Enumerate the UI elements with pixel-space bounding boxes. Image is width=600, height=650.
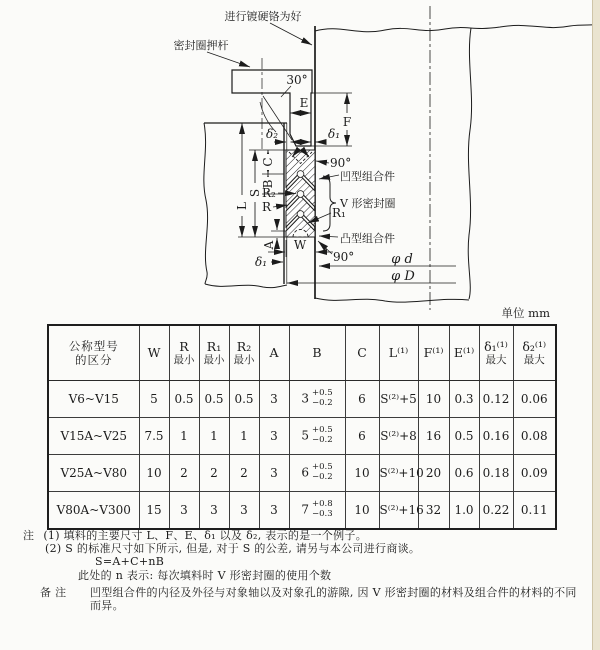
value-cell: 3 (229, 492, 259, 529)
angle-90-top-label: 90° (330, 156, 352, 170)
note-line-1 (23, 529, 583, 542)
value-cell: 5 +0.5 −0.2 (289, 418, 345, 455)
dim-E-label: E (299, 96, 309, 110)
value-cell: 6 +0.5 −0.2 (289, 455, 345, 492)
value-cell: 0.5 (169, 381, 199, 418)
value-cell: 10 (345, 492, 379, 529)
table-row (48, 418, 556, 455)
value-cell: 0.5 (449, 418, 479, 455)
shaft-bottom-break-line (315, 298, 469, 302)
model-cell: V15A~V25 (48, 418, 139, 455)
note-label: 注 (23, 529, 35, 542)
col-header-delta1: δ₁⁽¹⁾ 最大 (479, 325, 513, 381)
housing-left-break-line (204, 123, 208, 284)
value-cell: 2 (199, 455, 229, 492)
value-cell: 16 (418, 418, 449, 455)
gland-rod-label: 密封圈押杆 (173, 39, 229, 52)
value-cell: S⁽²⁾+8 (379, 418, 418, 455)
value-cell: 0.22 (479, 492, 513, 529)
male-adapter-label: 凸型组合件 (340, 232, 395, 245)
value-cell: 0.5 (229, 381, 259, 418)
value-cell: 0.5 (199, 381, 229, 418)
value-cell: 32 (418, 492, 449, 529)
value-cell: 0.11 (513, 492, 556, 529)
col-header-e: E⁽¹⁾ (449, 325, 479, 381)
table-row (48, 381, 556, 418)
vring-brace (323, 176, 336, 231)
leader-gland (207, 52, 250, 67)
tolerance-stack: +0.8 −0.3 (312, 498, 333, 519)
col-header-f: F⁽¹⁾ (418, 325, 449, 381)
leader-r (273, 205, 287, 207)
dimension-lines (207, 23, 456, 283)
apex-pocket-1 (297, 171, 304, 178)
apex-pocket-2 (297, 191, 304, 198)
phi-D-label: φ D (391, 269, 415, 284)
model-cell: V80A~V300 (48, 492, 139, 529)
value-cell: 3 (259, 492, 289, 529)
value-cell: 3 (259, 381, 289, 418)
dimension-table (47, 324, 557, 530)
tolerance-stack: +0.5 −0.2 (312, 462, 333, 482)
table-row (48, 455, 556, 492)
remark-text: 凹型组合件的内径及外径与对象轴以及对象孔的游隙, 因 V 形密封圈的材料及组合件的材料的不同而异。 (90, 585, 577, 613)
col-header-r2: R₂ 最小 (229, 325, 259, 381)
value-cell: S⁽²⁾+16 (379, 492, 418, 529)
delta1-bottom-label: δ₁ (255, 255, 268, 269)
dim-R2-label: R₂ (262, 186, 276, 200)
formula-note-line: 此处的 n 表示: 每次填料时 V 形密封圈的使用个数 (78, 568, 332, 582)
value-cell: 1.0 (449, 492, 479, 529)
leader-chrome (270, 23, 312, 45)
col-header-c: C (345, 325, 379, 381)
col-header-b: B (289, 325, 345, 381)
value-cell: 0.09 (513, 455, 556, 492)
dim-W-label: W (293, 238, 307, 252)
value-cell: 0.12 (479, 381, 513, 418)
shaft-right-break-line (468, 28, 471, 299)
value-cell: 0.08 (513, 418, 556, 455)
value-cell: 7 +0.8 −0.3 (289, 492, 345, 529)
value-cell: 0.3 (449, 381, 479, 418)
model-cell: V6~V15 (48, 381, 139, 418)
diagram-labels (174, 9, 416, 284)
dim-R1-label: R₁ (332, 206, 346, 220)
dim-C-label: C (261, 157, 275, 167)
remark-row (23, 586, 583, 612)
tolerance-stack: +0.5 −0.2 (312, 388, 333, 408)
angle-90-bottom-label: 90° (333, 250, 355, 264)
dim-B-label: B (261, 179, 275, 189)
value-cell: 1 (229, 418, 259, 455)
value-cell: 1 (169, 418, 199, 455)
leader-male (319, 236, 338, 237)
value-cell: 0.6 (449, 455, 479, 492)
phi-d-label: φ d (391, 252, 413, 267)
female-adapter-label: 凹型组合件 (340, 170, 395, 183)
delta2-label: δ₂ (265, 127, 279, 141)
value-cell: 6 (345, 418, 379, 455)
chrome-plating-label: 进行镀硬铬为好 (224, 10, 302, 23)
leader-r2 (278, 193, 296, 194)
value-cell: 0.06 (513, 381, 556, 418)
table-row (48, 492, 556, 529)
col-header-r: R 最小 (169, 325, 199, 381)
value-cell: 5 (139, 381, 169, 418)
remark-label: 备 注 (40, 585, 67, 599)
value-cell: 20 (418, 455, 449, 492)
unit-label: 单位 mm (501, 306, 550, 320)
dim-R-label: R (262, 200, 272, 214)
value-cell: 2 (169, 455, 199, 492)
value-cell: 15 (139, 492, 169, 529)
header-row (48, 325, 556, 381)
tolerance-stack: +0.5 −0.2 (312, 425, 333, 445)
v-ring-label: V 形密封圈 (340, 197, 396, 210)
apex-pocket-3 (297, 211, 304, 218)
page-edge-strip (592, 0, 600, 650)
note-line-2 (45, 542, 583, 555)
value-cell: 2 (229, 455, 259, 492)
dim-S-label: S (248, 188, 262, 198)
dim-A-label: A (262, 240, 276, 250)
leader-female (319, 175, 339, 179)
value-cell: 3 (259, 455, 289, 492)
value-cell: 3 (259, 418, 289, 455)
note-2-text: S 的标准尺寸如下所示, 但是, 对于 S 的公差, 请另与本公司进行商谈。 (65, 542, 421, 556)
delta1-label: δ₁ (327, 127, 341, 141)
formula-line: S=A+C+nB (95, 555, 165, 569)
col-header-a: A (259, 325, 289, 381)
value-cell: 7.5 (139, 418, 169, 455)
value-cell: 6 (345, 381, 379, 418)
table-body (48, 381, 556, 529)
value-cell: 1 (199, 418, 229, 455)
col-header-l: L⁽¹⁾ (379, 325, 418, 381)
leader-90-top (316, 161, 329, 163)
col-header-r1: R₁ 最小 (199, 325, 229, 381)
note-1-text: 填料的主要尺寸 L、F、E、δ₁ 以及 δ₂, 表示的是一个例子。 (63, 529, 368, 542)
col-header-model: 公称型号 的区分 (48, 325, 139, 381)
housing-bottom-break-line (205, 284, 287, 288)
dim-L-label: L (235, 202, 249, 210)
note-2-number: (2) (45, 542, 62, 556)
value-cell: 10 (139, 455, 169, 492)
col-header-delta2: δ₂⁽¹⁾ 最大 (513, 325, 556, 381)
value-cell: 10 (418, 381, 449, 418)
dim-F-label: F (342, 115, 352, 129)
shaft-top-break-line (315, 24, 600, 32)
col-header-w: W (139, 325, 169, 381)
value-cell: S⁽²⁾+5 (379, 381, 418, 418)
note-1-number: (1) (43, 529, 60, 542)
value-cell: 10 (345, 455, 379, 492)
value-cell: 0.16 (479, 418, 513, 455)
notes-section (23, 529, 583, 612)
shaft (315, 6, 600, 310)
value-cell: 3 (169, 492, 199, 529)
angle-30-label: 30° (286, 73, 308, 87)
value-cell: 3 (199, 492, 229, 529)
value-cell: S⁽²⁾+10 (379, 455, 418, 492)
value-cell: 3 +0.5 −0.2 (289, 381, 345, 418)
value-cell: 0.18 (479, 455, 513, 492)
model-cell: V25A~V80 (48, 455, 139, 492)
